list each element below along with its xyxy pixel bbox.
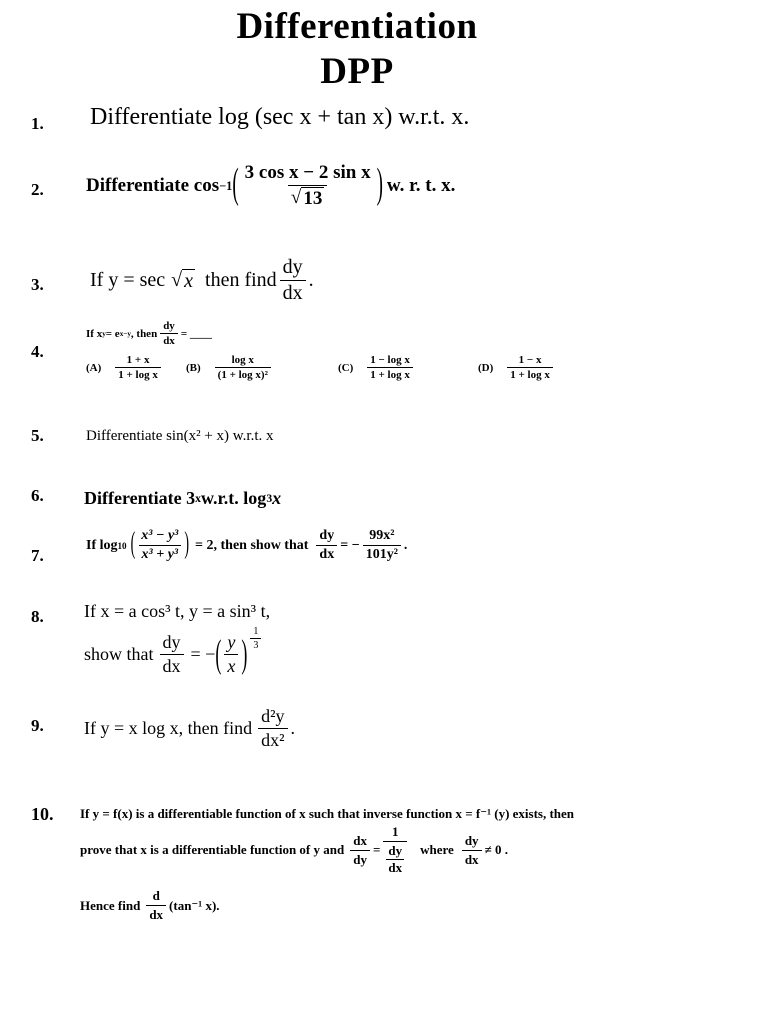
title-line-1: Differentiation <box>236 6 478 47</box>
exponent-fraction: $\frac{1}{3}$ <box>250 626 261 651</box>
fraction: $\frac{dy}{dx}$ <box>160 320 178 347</box>
question-number: 9. <box>31 716 44 735</box>
right-paren: ) <box>376 161 383 208</box>
question-8-line-1: If x = a cos³ t, y = a sin³ t, <box>84 601 271 621</box>
denominator: √ 13 <box>288 185 327 210</box>
question-6: Differentiate 3 x w.r.t. log 3 x <box>84 488 282 508</box>
left-paren: ( <box>232 161 239 208</box>
question-number: 10. <box>31 804 54 824</box>
question-10-line-2: prove that x is a differentiable function of y and $\frac{dx}{dy}$ = 1 dy dx where $\frac{dy}{dx}$ ≠ 0 . <box>80 824 508 875</box>
question-number: 8. <box>31 607 44 626</box>
question-7: If log 10 ( $\frac{\text{x³ − y³}}{\text{x³ + y³}}$ ) = 2, then show that $\frac{dy}{dx}$ = − $\frac{\text{99x²}}{\text{101y²}}$ . <box>86 527 408 562</box>
question-1 <box>90 104 469 131</box>
fraction: $\frac{dy}{dx}$ <box>280 256 306 305</box>
option-a[interactable]: (A) $\frac{1 + x}{\text{1 + log x}}$ <box>86 354 186 381</box>
question-10-line-1: If y = f(x) is a differentiable function of x such that inverse function x = f⁻¹ (y) exists, then <box>80 806 575 821</box>
question-3: If y = sec √ x then find $\frac{dy}{dx}$ . <box>90 256 314 304</box>
question-number: 3. <box>31 275 44 294</box>
question-10-line-3: Hence find $\frac{d}{dx}$ (tan⁻¹ x). <box>80 888 220 922</box>
question-2 <box>86 162 455 210</box>
question-8-line-2: show that $\frac{dy}{dx}$ = − ( $\frac{y}{x}$ ) $\frac{1}{3}$ <box>84 632 264 677</box>
question-mid: then find <box>205 269 277 291</box>
numerator: 3 cos x − 2 sin x <box>244 162 371 183</box>
question-5 <box>86 428 274 445</box>
question-text: If y = sec <box>90 269 166 291</box>
option-b[interactable]: (B) $\frac{\text{log x}}{\text{(1 + log x)²}}$ <box>186 354 338 381</box>
fraction <box>242 162 374 210</box>
option-c[interactable]: (C) $\frac{\text{1 − log x}}{\text{1 + log x}}$ <box>338 354 478 381</box>
superscript: −1 <box>219 178 233 193</box>
question-number: 4. <box>31 342 44 361</box>
sqrt-icon: √ <box>171 268 183 291</box>
question-number: 1. <box>31 114 44 133</box>
question-4-stem: If x y = e x−y , then $\frac{dy}{dx}$ = ____ <box>86 320 212 347</box>
question-number: 2. <box>31 180 44 199</box>
question-text: Differentiate sin(x² + x) w.r.t. x <box>86 428 274 444</box>
question-number: 7. <box>31 546 44 565</box>
question-suffix: w. r. t. x. <box>386 175 456 196</box>
answer-options <box>86 354 556 381</box>
question-number: 6. <box>31 486 44 505</box>
sqrt-icon: √ <box>290 187 302 208</box>
option-d[interactable]: (D) $\frac{1 - x}{\text{1 + log x}}$ <box>478 354 556 381</box>
question-text: Differentiate cos <box>86 175 220 196</box>
title-line-2: DPP <box>320 51 394 92</box>
question-number: 5. <box>31 426 44 445</box>
question-9: If y = x log x, then find $\frac{\text{d²y}}{\text{dx²}}$ . <box>84 706 296 750</box>
sqrt-expression: √ x <box>171 268 194 292</box>
question-text: Differentiate log (sec x + tan x) w.r.t. x. <box>90 104 470 130</box>
